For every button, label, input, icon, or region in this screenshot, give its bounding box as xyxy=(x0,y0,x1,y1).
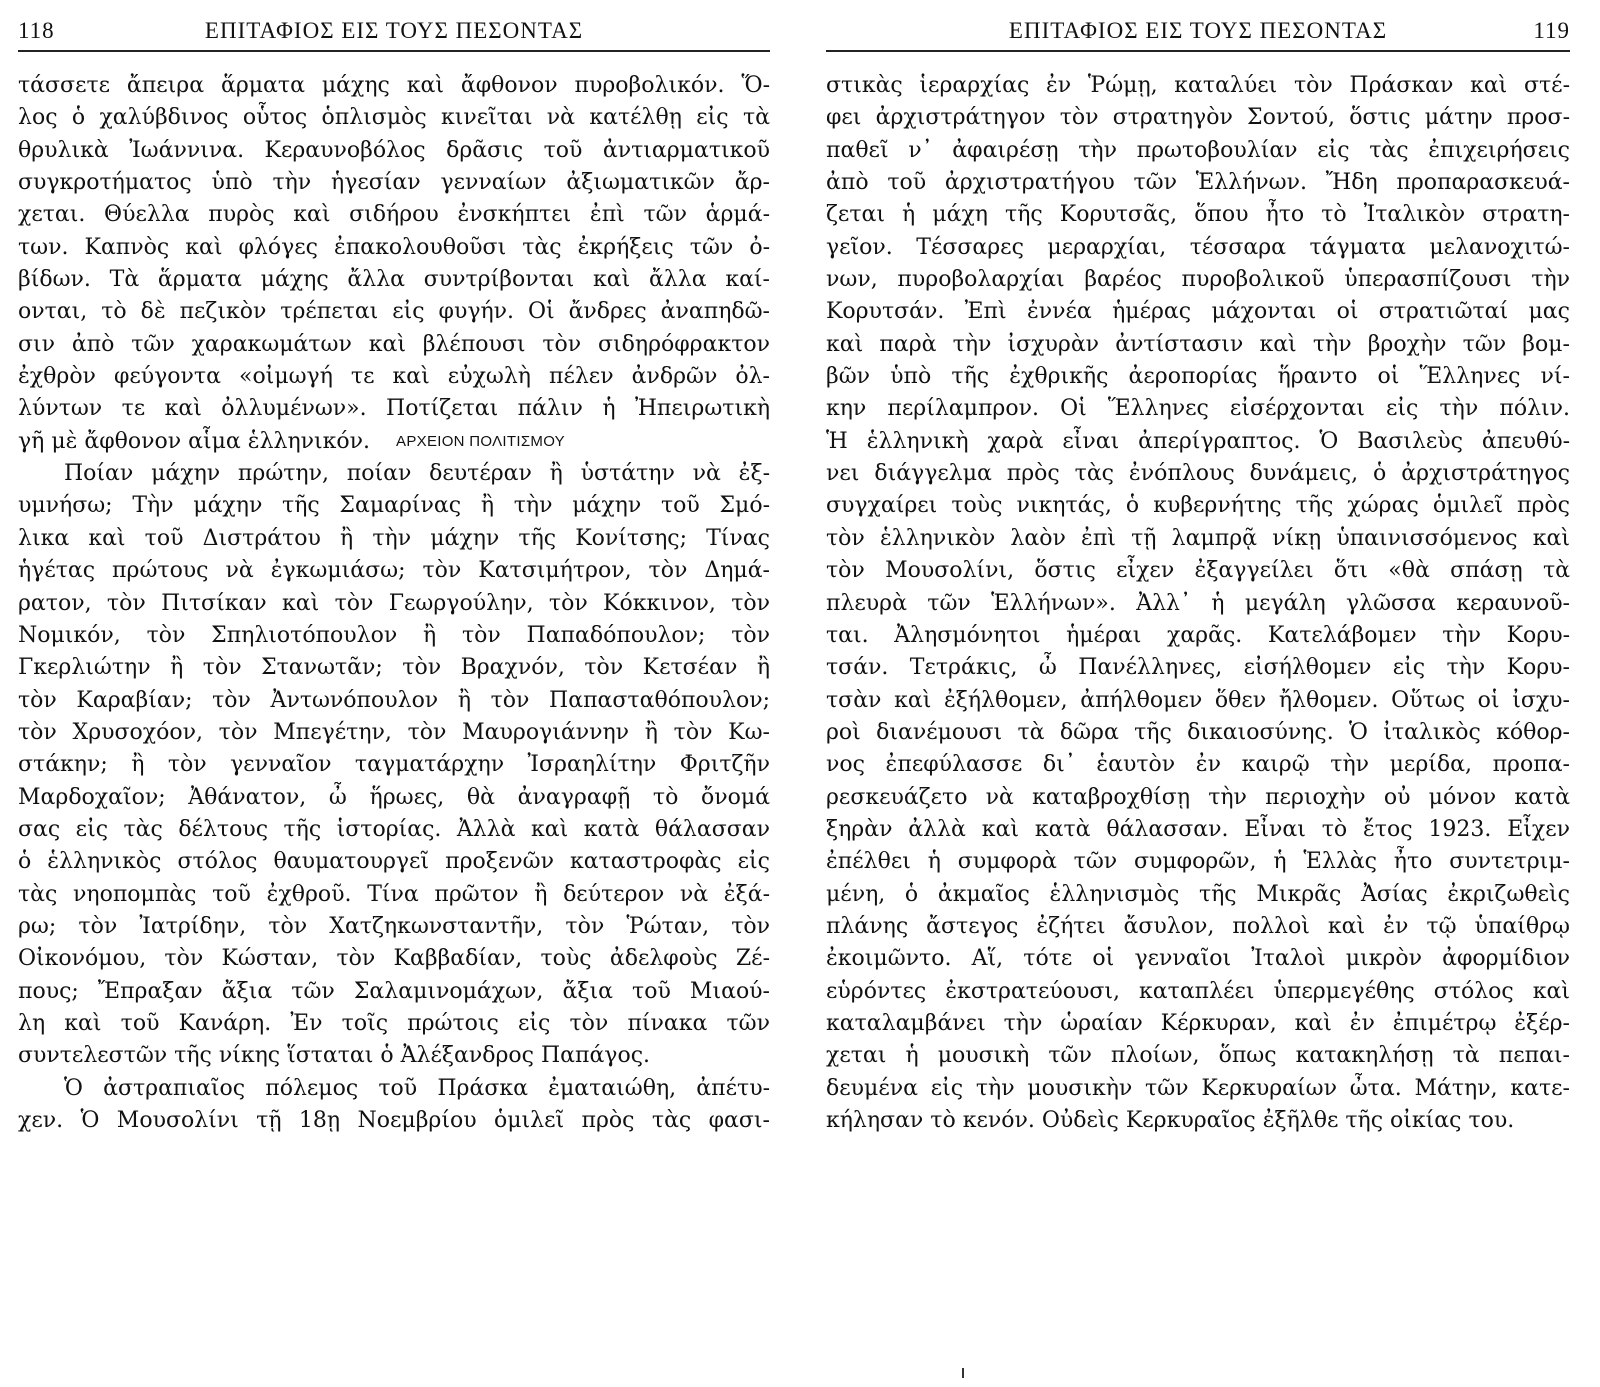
print-mark xyxy=(962,1368,964,1378)
text-line xyxy=(826,361,1570,393)
text-line-content: νει διάγγελμα πρὸς τὰς ἐνόπλους δυνάμεις, ὁ ἀρχιστράτηγος xyxy=(826,461,1570,487)
text-line xyxy=(826,102,1570,134)
text-line xyxy=(18,1040,770,1072)
text-line-content: κήλησαν τὸ κενόν. Οὐδεὶς Κερκυραῖος ἐξῆλθε τῆς οἰκίας του. xyxy=(826,1108,1515,1133)
text-line xyxy=(18,199,770,231)
text-line xyxy=(826,782,1570,814)
text-line-content: λος ὁ χαλύβδινος οὗτος ὁπλισμὸς κινεῖται νὰ κατέλθῃ εἰς τὰ xyxy=(18,105,770,131)
left-running-head xyxy=(18,14,770,52)
text-line-content: πους; Ἔπραξαν ἄξια τῶν Σαλαμινομάχων, ἄξια τοῦ Μιαού- xyxy=(18,978,770,1004)
text-line-content: ται. Ἀλησμόνητοι ἡμέραι χαρᾶς. Κατελάβομεν τὴν Κορυ- xyxy=(826,622,1570,648)
text-line xyxy=(18,782,770,814)
text-line xyxy=(826,1008,1570,1040)
text-line-content: ἀπὸ τοῦ ἀρχιστρατήγου τῶν Ἑλλήνων. Ἤδη προπαρασκευά- xyxy=(826,170,1570,196)
text-line xyxy=(826,588,1570,620)
text-line xyxy=(826,943,1570,975)
text-line-content: εὑρόντες ἐκστρατεύουσι, καταπλέει ὑπερμεγέθης στόλος καὶ xyxy=(826,978,1570,1004)
text-line xyxy=(18,232,770,264)
text-line xyxy=(826,199,1570,231)
text-line xyxy=(18,329,770,361)
text-line-content: σας εἰς τὰς δέλτους τῆς ἱστορίας. Ἀλλὰ καὶ κατὰ θάλασσαν xyxy=(18,816,770,842)
text-line xyxy=(18,490,770,522)
text-line-content: Κορυτσάν. Ἐπὶ ἐννέα ἡμέρας μάχονται οἱ στρατιῶταί μας xyxy=(826,299,1570,325)
text-line xyxy=(18,458,770,490)
text-line-content: στικὰς ἱεραρχίας ἐν Ῥώμῃ, καταλύει τὸν Πράσκαν καὶ στέ- xyxy=(826,73,1570,98)
text-line-content: φει ἀρχιστράτηγον τὸν στρατηγὸν Σοντού, ὅστις μάτην προσ- xyxy=(826,105,1570,131)
text-line xyxy=(18,361,770,393)
text-line xyxy=(18,555,770,587)
text-line xyxy=(826,685,1570,717)
text-line-content: λικα καὶ τοῦ Διστράτου ἢ τὴν μάχην τῆς Κονίτσης; Τίνας xyxy=(18,525,770,551)
text-line xyxy=(826,717,1570,749)
text-line-content: ροὶ διανέμουσι τὰ δῶρα τῆς δικαιοσύνης. Ὁ ἰταλικὸς κόθορ- xyxy=(826,719,1570,745)
text-line-content: καταλαμβάνει τὴν ὡραίαν Κέρκυραν, καὶ ἐν ἐπιμέτρῳ ἐξέρ- xyxy=(826,1010,1570,1036)
text-line-content: Νομικόν, τὸν Σπηλιοτόπουλον ἢ τὸν Παπαδόπουλον; τὸν xyxy=(18,622,770,648)
text-line xyxy=(18,717,770,749)
text-line xyxy=(18,943,770,975)
text-line-content: σιν ἀπὸ τῶν χαρακωμάτων καὶ βλέπουσι τὸν σιδηρόφρακτον xyxy=(18,331,770,357)
text-line xyxy=(826,652,1570,684)
text-line xyxy=(18,652,770,684)
text-line-content: τὸν Μουσολίνι, ὅστις εἶχεν ἐξαγγείλει ὅτι «θὰ σπάσῃ τὰ xyxy=(826,558,1570,584)
text-line xyxy=(826,846,1570,878)
text-line xyxy=(18,879,770,911)
text-line xyxy=(826,296,1570,328)
text-line xyxy=(826,523,1570,555)
text-line xyxy=(18,1073,770,1105)
text-line-content: λη καὶ τοῦ Κανάρη. Ἐν τοῖς πρώτοις εἰς τὸν πίνακα τῶν xyxy=(18,1010,770,1036)
text-line xyxy=(18,523,770,555)
text-line-content: νων, πυροβολαρχίαι βαρέος πυροβολικοῦ ὑπερασπίζουσι τὴν xyxy=(826,267,1570,293)
text-line xyxy=(18,620,770,652)
text-line xyxy=(18,167,770,199)
text-line-content: τὸν Καραβίαν; τὸν Ἀντωνόπουλον ἢ τὸν Παπασταθόπουλον; xyxy=(18,687,770,713)
text-line-content: ἐχθρὸν φεύγοντα «οἰμωγή τε καὶ εὐχωλὴ πέλεν ἀνδρῶν ὀλ- xyxy=(18,364,770,390)
text-line-content: χεν. Ὁ Μουσολίνι τῇ 18ῃ Νοεμβρίου ὁμιλεῖ πρὸς τὰς φασι- xyxy=(18,1108,770,1133)
text-line-content: ζεται ἡ μάχη τῆς Κορυτσᾶς, ὅπου ἦτο τὸ Ἰταλικὸν στρατη- xyxy=(826,202,1570,228)
text-line-content: βῶν ὑπὸ τῆς ἐχθρικῆς ἀεροπορίας ἥραντο οἱ Ἕλληνες νί- xyxy=(826,364,1570,390)
text-line xyxy=(18,264,770,296)
text-line-content: συγκροτήματος ὑπὸ τὴν ἡγεσίαν γενναίων ἀξιωματικῶν ἄρ- xyxy=(18,170,770,196)
text-line xyxy=(826,814,1570,846)
text-line-content: τὸν ἑλληνικὸν λαὸν ἐπὶ τῇ λαμπρᾷ νίκῃ ὑπαινισσόμενος καὶ xyxy=(826,525,1570,551)
text-line-content: γεῖον. Τέσσαρες μεραρχίαι, τέσσαρα τάγματα μελανοχιτώ- xyxy=(826,234,1570,260)
text-line xyxy=(18,296,770,328)
text-line-content: Μαρδοχαῖον; Ἀθάνατον, ὦ ἥρωες, θὰ ἀναγραφῇ τὸ ὄνομά xyxy=(18,784,770,810)
text-line-content: στάκην; ἢ τὸν γενναῖον ταγματάρχην Ἰσραηλίτην Φριτζῆν xyxy=(18,752,770,778)
text-line-content: ἡγέτας πρώτους νὰ ἐγκωμιάσω; τὸν Κατσιμήτρον, τὸν Δημά- xyxy=(18,558,770,584)
text-line xyxy=(18,911,770,943)
text-line-content: συντελεστῶν τῆς νίκης ἵσταται ὁ Ἀλέξανδρος Παπάγος. xyxy=(18,1043,651,1069)
text-line-content: Ὁ ἀστραπιαῖος πόλεμος τοῦ Πράσκα ἐματαιώθη, ἀπέτυ- xyxy=(64,1075,770,1101)
text-line xyxy=(826,426,1570,458)
text-line xyxy=(18,1008,770,1040)
text-line xyxy=(826,555,1570,587)
right-page xyxy=(800,0,1600,1387)
text-line xyxy=(18,749,770,781)
text-line-content: καὶ παρὰ τὴν ἰσχυρὰν ἀντίστασιν καὶ τὴν βροχὴν τῶν βομ- xyxy=(826,331,1570,357)
text-line xyxy=(826,232,1570,264)
left-page-number: 118 xyxy=(18,18,55,43)
right-body-text xyxy=(826,70,1570,1137)
text-line-content: χεται ἡ μουσικὴ τῶν πλοίων, ὅπως κατακηλήσῃ τὰ πεπαι- xyxy=(826,1043,1570,1069)
text-line-content: ξηρὰν ἀλλὰ καὶ κατὰ θάλασσαν. Εἶναι τὸ ἔτος 1923. Εἶχεν xyxy=(826,816,1570,842)
text-line xyxy=(826,1105,1570,1137)
text-line-content: θρυλικὰ Ἰωάννινα. Κεραυνοβόλος δρᾶσις τοῦ ἀντιαρματικοῦ xyxy=(18,137,770,163)
text-line xyxy=(18,846,770,878)
text-line xyxy=(826,329,1570,361)
text-line xyxy=(826,911,1570,943)
text-line xyxy=(18,135,770,167)
text-line-content: τάσσετε ἄπειρα ἅρματα μάχης καὶ ἄφθονον πυροβολικόν. Ὅ- xyxy=(18,73,770,98)
right-running-title: ΕΠΙΤΑΦΙΟΣ ΕΙΣ ΤΟΥΣ ΠΕΣΟΝΤΑΣ xyxy=(1008,18,1388,43)
text-line xyxy=(826,1040,1570,1072)
text-line-content: ὁ ἑλληνικὸς στόλος θαυματουργεῖ προξενῶν καταστροφὰς εἰς xyxy=(18,849,770,875)
text-line xyxy=(826,1073,1570,1105)
text-line xyxy=(18,426,770,458)
text-line-content: τσὰν καὶ ἐξήλθομεν, ἀπήλθομεν ὅθεν ἤλθομεν. Οὕτως οἱ ἰσχυ- xyxy=(826,687,1570,713)
text-line-content: γῆ μὲ ἄφθονον αἷμα ἑλληνικόν. xyxy=(18,428,371,454)
text-line-content: τὸν Χρυσοχόον, τὸν Μπεγέτην, τὸν Μαυρογιάννην ἢ τὸν Κω- xyxy=(18,719,770,745)
text-line xyxy=(826,167,1570,199)
text-line xyxy=(18,70,770,102)
text-line xyxy=(826,749,1570,781)
text-line xyxy=(826,458,1570,490)
text-line-content: ἐπέλθει ἡ συμφορὰ τῶν συμφορῶν, ἡ Ἑλλὰς ἦτο συντετριμ- xyxy=(826,849,1570,875)
text-line-content: παθεῖ ν᾽ ἀφαιρέσῃ τὴν πρωτοβουλίαν εἰς τὰς ἐπιχειρήσεις xyxy=(826,137,1570,163)
text-line xyxy=(18,685,770,717)
text-line xyxy=(826,976,1570,1008)
text-line-content: ρω; τὸν Ἰατρίδην, τὸν Χατζηκωνσταντῆν, τὸν Ῥώταν, τὸν xyxy=(18,913,770,939)
text-line xyxy=(826,135,1570,167)
text-line xyxy=(826,264,1570,296)
right-page-number: 119 xyxy=(1533,18,1570,43)
text-line-content: χεται. Θύελλα πυρὸς καὶ σιδήρου ἐνσκήπτει ἐπὶ τῶν ἁρμά- xyxy=(18,202,770,228)
text-line-content: βίδων. Τὰ ἅρματα μάχης ἄλλα συντρίβονται καὶ ἄλλα καί- xyxy=(18,267,770,293)
text-line xyxy=(18,814,770,846)
text-line-content: ἐκοιμῶντο. Αἵ, τότε οἱ γενναῖοι Ἰταλοὶ μικρὸν ἀφορμίδιον xyxy=(826,946,1570,972)
left-body-text xyxy=(18,70,770,1137)
text-line-content: των. Καπνὸς καὶ φλόγες ἐπακολουθοῦσι τὰς ἐκρήξεις τῶν ὀ- xyxy=(18,234,770,260)
text-line-content: ρεσκευάζετο νὰ καταβροχθίσῃ τὴν περιοχὴν οὐ μόνον κατὰ xyxy=(826,784,1570,810)
text-line-content: μένη, ὁ ἀκμαῖος ἑλληνισμὸς τῆς Μικρᾶς Ἀσίας ἐκριζωθεὶς xyxy=(826,881,1570,907)
text-line xyxy=(826,70,1570,102)
text-line-content: τὰς νηοπομπὰς τοῦ ἐχθροῦ. Τίνα πρῶτον ἢ δεύτερον νὰ ἐξά- xyxy=(18,881,770,907)
text-line-content: Ποίαν μάχην πρώτην, ποίαν δευτέραν ἢ ὑστάτην νὰ ἐξ- xyxy=(64,461,770,487)
text-line xyxy=(826,879,1570,911)
text-line xyxy=(826,393,1570,425)
right-running-head xyxy=(826,14,1570,52)
text-line-content: κην περίλαμπρον. Οἱ Ἕλληνες εἰσέρχονται εἰς τὴν πόλιν. xyxy=(826,396,1570,422)
text-line-content: Ἡ ἑλληνικὴ χαρὰ εἶναι ἀπερίγραπτος. Ὁ Βασιλεὺς ἀπευθύ- xyxy=(826,428,1570,454)
text-line xyxy=(18,976,770,1008)
text-line-content: πλευρὰ τῶν Ἑλλήνων». Ἀλλ᾽ ἡ μεγάλη γλῶσσα κεραυνοῦ- xyxy=(826,590,1570,616)
text-line-content: ονται, τὸ δὲ πεζικὸν τρέπεται εἰς φυγήν. Οἱ ἄνδρες ἀναπηδῶ- xyxy=(18,299,770,325)
text-line xyxy=(18,102,770,134)
text-line-content: υμνήσω; Τὴν μάχην τῆς Σαμαρίνας ἢ τὴν μάχην τοῦ Σμό- xyxy=(18,493,770,519)
left-running-title: ΕΠΙΤΑΦΙΟΣ ΕΙΣ ΤΟΥΣ ΠΕΣΟΝΤΑΣ xyxy=(204,18,584,43)
text-line xyxy=(826,490,1570,522)
text-line xyxy=(18,393,770,425)
text-line-content: Γκερλιώτην ἢ τὸν Στανωτᾶν; τὸν Βραχνόν, τὸν Κετσέαν ἢ xyxy=(18,655,770,681)
text-line xyxy=(826,620,1570,652)
text-line-content: δευμένα εἰς τὴν μουσικὴν τῶν Κερκυραίων ὦτα. Μάτην, κατε- xyxy=(826,1075,1570,1101)
text-line-content: νος ἐπεφύλασσε δι᾽ ἑαυτὸν ἐν καιρῷ τὴν μερίδα, προπα- xyxy=(826,752,1570,778)
text-line-content: πλάνης ἄστεγος ἐζήτει ἄσυλον, πολλοὶ καὶ ἐν τῷ ὑπαίθρῳ xyxy=(826,913,1570,939)
text-line-content: τσάν. Τετράκις, ὦ Πανέλληνες, εἰσήλθομεν εἰς τὴν Κορυ- xyxy=(826,655,1570,681)
text-line-content: συγχαίρει τοὺς νικητάς, ὁ κυβερνήτης τῆς χώρας ὁμιλεῖ πρὸς xyxy=(826,493,1570,519)
text-line-content: λύντων τε καὶ ὀλλυμένων». Ποτίζεται πάλιν ἡ Ἠπειρωτικὴ xyxy=(18,396,770,422)
text-line-content: Οἰκονόμου, τὸν Κώσταν, τὸν Καββαδίαν, τοὺς ἀδελφοὺς Ζέ- xyxy=(18,946,770,972)
text-line xyxy=(18,588,770,620)
text-line xyxy=(18,1105,770,1137)
archive-stamp: ΑΡΧΕΙΟΝ ΠΟΛΙΤΙΣΜΟΥ xyxy=(396,432,565,450)
text-line-content: ρατον, τὸν Πιτσίκαν καὶ τὸν Γεωργούλην, τὸν Κόκκινον, τὸν xyxy=(18,590,770,616)
